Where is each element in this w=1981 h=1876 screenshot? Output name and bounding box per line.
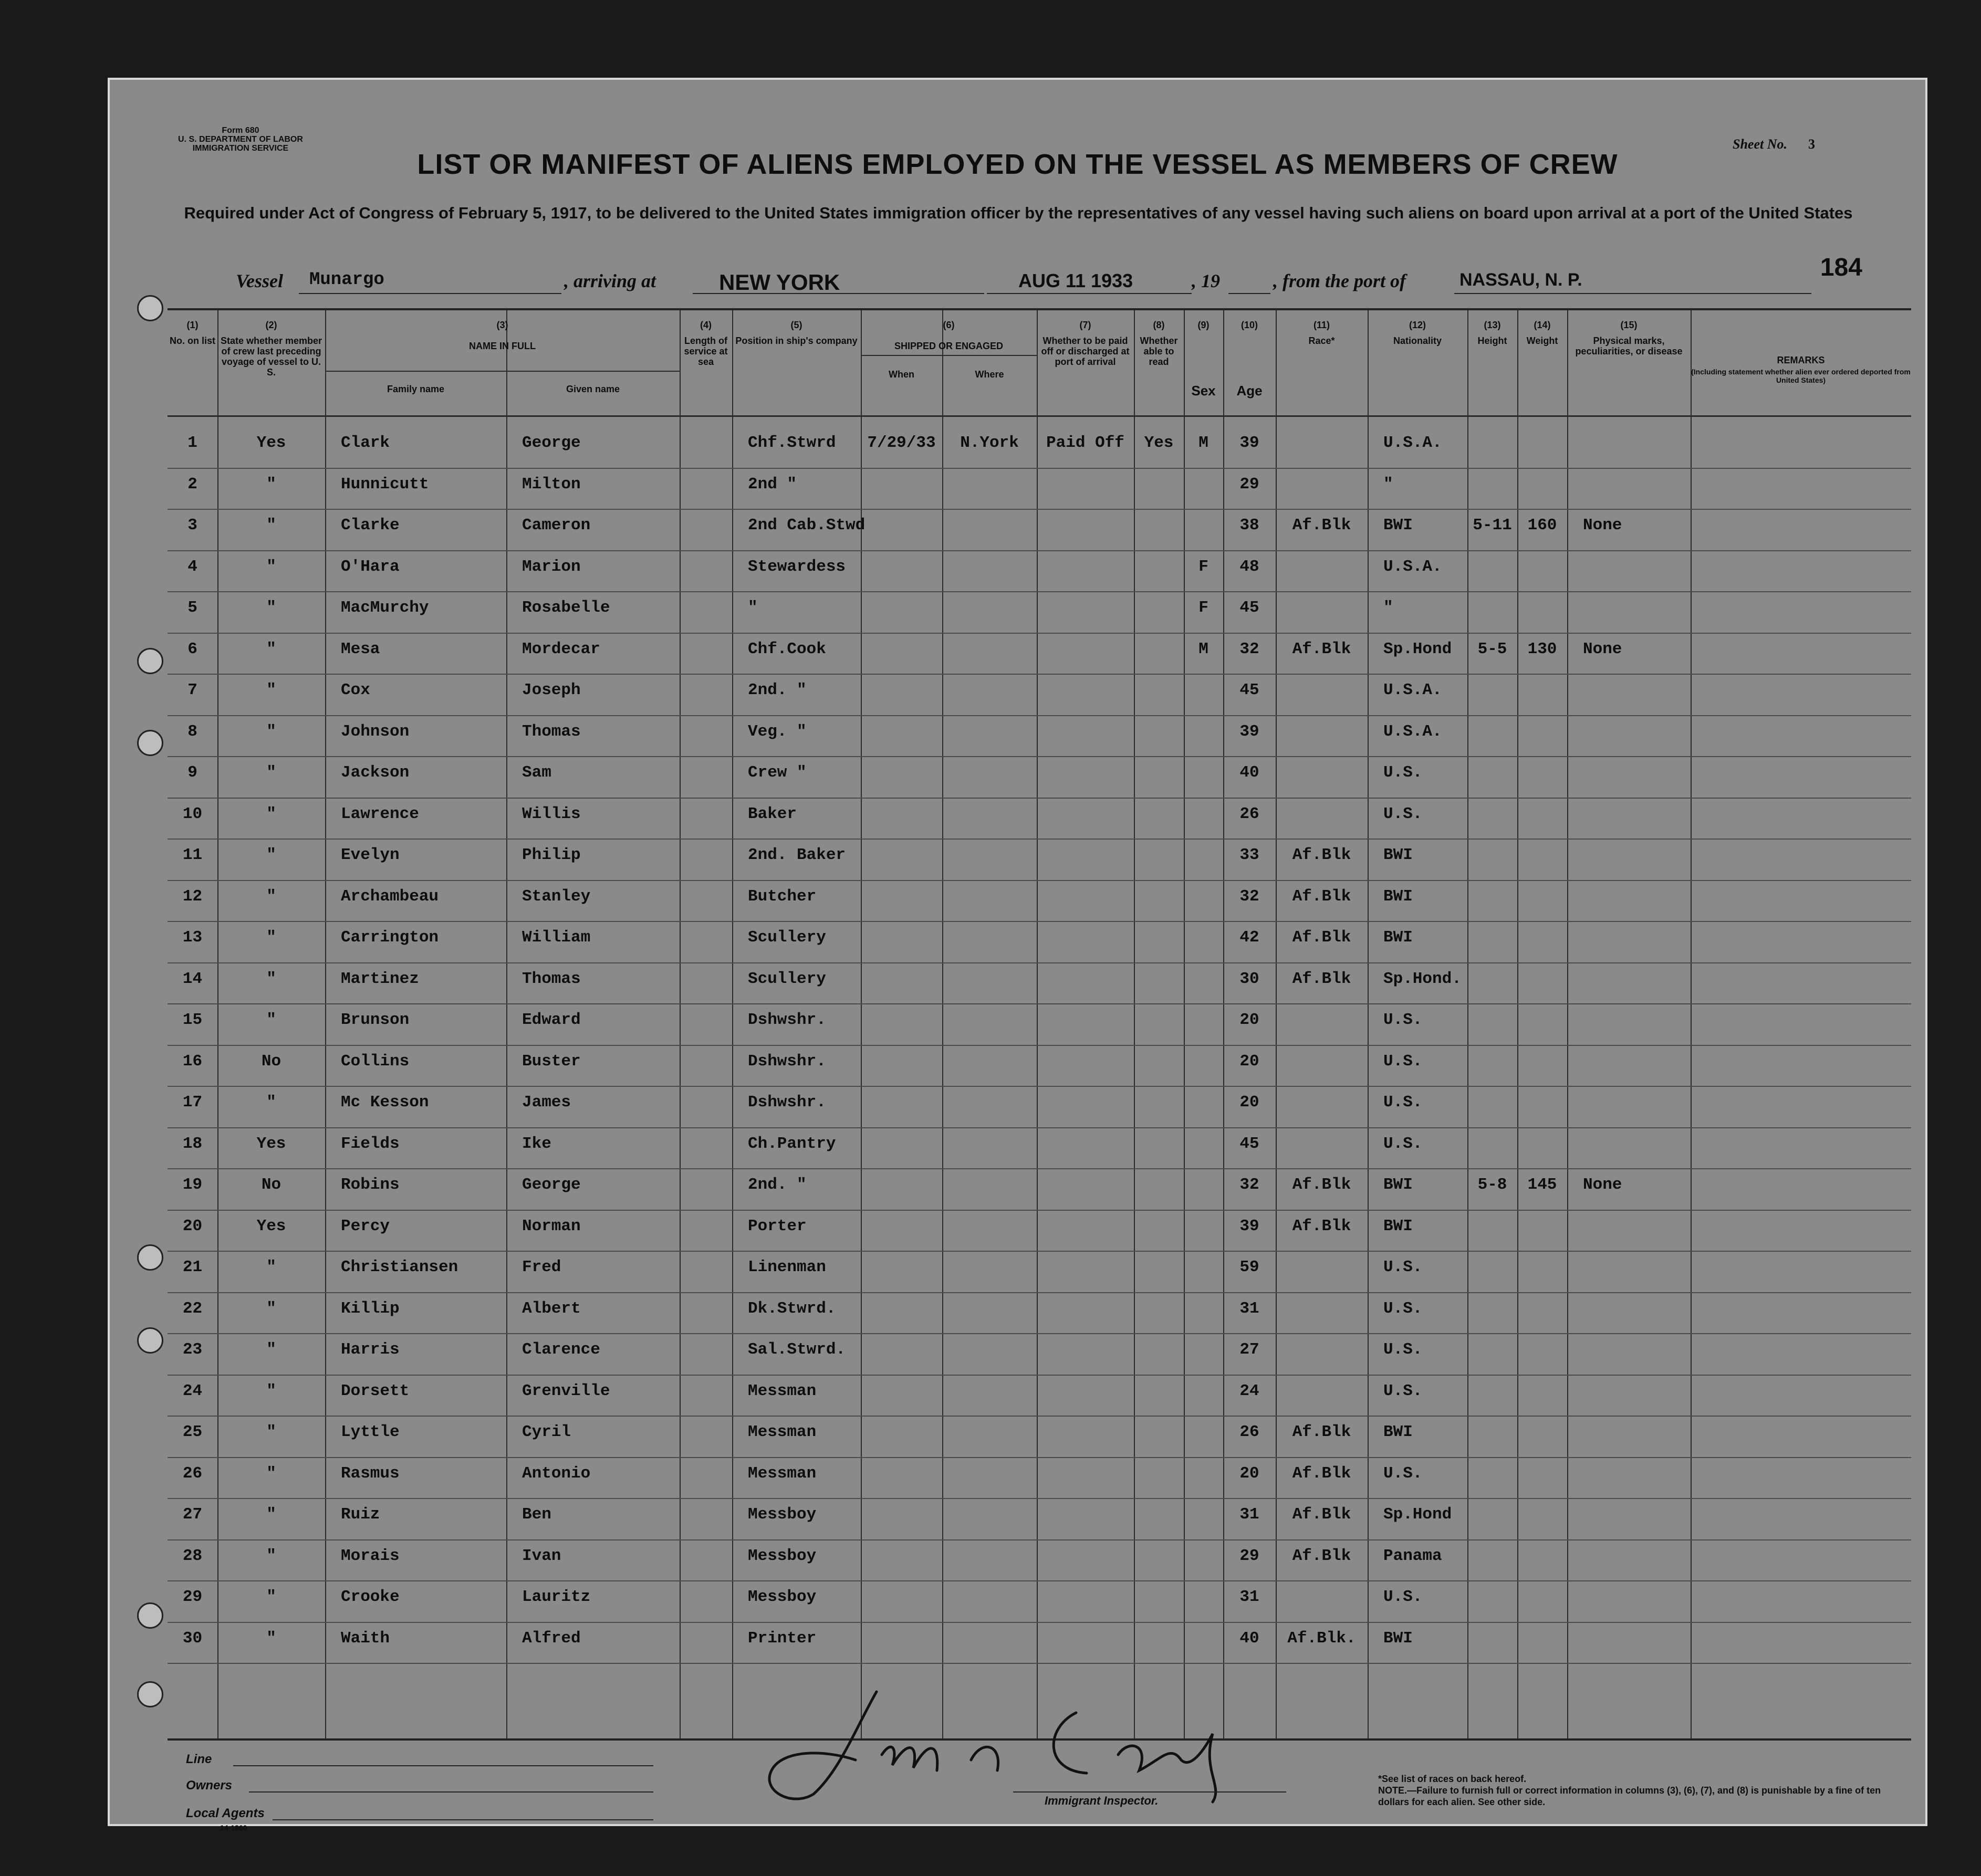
- cell-given: Norman: [522, 1217, 581, 1235]
- cell-family: Lawrence: [341, 804, 419, 823]
- cell-prev: ": [266, 928, 276, 947]
- cell-position: Messman: [748, 1464, 817, 1483]
- cell-no: 6: [187, 640, 197, 658]
- cell-age: 48: [1239, 557, 1259, 576]
- cell-nat: Sp.Hond: [1383, 640, 1452, 658]
- cell-no: 13: [182, 928, 203, 947]
- cell-age: 24: [1239, 1381, 1259, 1400]
- col-header-name: (3) NAME IN FULL: [469, 320, 536, 351]
- cell-age: 32: [1239, 640, 1259, 658]
- binder-hole: [137, 1681, 163, 1707]
- cell-given: James: [522, 1093, 571, 1112]
- cell-nat: U.S.: [1383, 1258, 1423, 1276]
- cell-race: Af.Blk.: [1287, 1629, 1356, 1648]
- requirement-text: Required under Act of Congress of February 5, 1917, to be delivered to the United States immigration officer by the representatives of any vessel having such aliens on board upon arrival at a port of the United States: [184, 204, 1853, 222]
- cell-nat: BWI: [1383, 1176, 1413, 1194]
- cell-given: Edward: [522, 1011, 581, 1029]
- cell-no: 20: [182, 1217, 203, 1235]
- cell-nat: BWI: [1383, 1629, 1413, 1648]
- cell-prev: ": [266, 1505, 276, 1524]
- cell-given: Thomas: [522, 722, 581, 741]
- binder-hole: [137, 295, 163, 321]
- cell-nat: U.S.: [1383, 1011, 1423, 1029]
- cell-no: 17: [182, 1093, 203, 1112]
- cell-no: 30: [182, 1629, 203, 1648]
- cell-nat: U.S.A.: [1383, 557, 1442, 576]
- cell-no: 4: [187, 557, 197, 576]
- cell-no: 12: [182, 887, 203, 906]
- cell-age: 27: [1239, 1340, 1259, 1359]
- cell-no: 8: [187, 722, 197, 741]
- col-header-given: Given name: [566, 384, 620, 394]
- binder-hole: [137, 648, 163, 674]
- cell-race: Af.Blk: [1292, 969, 1351, 988]
- col-header-paid-off: (7) Whether to be paid off or discharged at port of arrival: [1041, 320, 1130, 367]
- agents-code: 14-1860: [220, 1823, 247, 1832]
- cell-no: 10: [182, 804, 203, 823]
- cell-family: Mc Kesson: [341, 1093, 429, 1112]
- cell-given: Lauritz: [522, 1588, 591, 1606]
- cell-family: Fields: [341, 1134, 400, 1153]
- cell-prev: ": [266, 475, 276, 494]
- crew-table: [168, 308, 1911, 1741]
- cell-position: Veg. ": [748, 722, 807, 741]
- col-header-position: (5) Position in ship's company: [735, 320, 858, 346]
- col-header-shipped: (6) SHIPPED OR ENGAGED: [894, 320, 1004, 351]
- cell-prev: ": [266, 763, 276, 782]
- cell-family: Johnson: [341, 722, 410, 741]
- cell-prev: ": [266, 1629, 276, 1648]
- cell-family: Christiansen: [341, 1258, 458, 1276]
- cell-prev: ": [266, 640, 276, 658]
- cell-nat: U.S.: [1383, 763, 1423, 782]
- cell-position: 2nd ": [748, 475, 797, 494]
- cell-given: Philip: [522, 846, 581, 864]
- cell-no: 14: [182, 969, 203, 988]
- cell-nat: BWI: [1383, 928, 1413, 947]
- col-header-marks: (15) Physical marks, peculiarities, or disease: [1575, 320, 1683, 357]
- binder-hole: [137, 1602, 163, 1629]
- col-header-no: (1) No. on list: [170, 320, 215, 346]
- cell-nat: ": [1383, 599, 1393, 617]
- cell-nat: U.S.: [1383, 1299, 1423, 1318]
- cell-family: Robins: [341, 1176, 400, 1194]
- cell-no: 29: [182, 1588, 203, 1606]
- cell-age: 31: [1239, 1299, 1259, 1318]
- cell-position: 2nd. ": [748, 681, 807, 699]
- cell-age: 39: [1239, 722, 1259, 741]
- cell-position: Butcher: [748, 887, 817, 906]
- cell-prev: Yes: [256, 1134, 286, 1153]
- cell-position: 2nd. ": [748, 1176, 807, 1194]
- cell-given: Alfred: [522, 1629, 581, 1648]
- cell-position: Linenman: [748, 1258, 826, 1276]
- cell-age: 32: [1239, 1176, 1259, 1194]
- cell-family: Martinez: [341, 969, 419, 988]
- cell-paid: Paid Off: [1046, 434, 1124, 452]
- cell-family: Rasmus: [341, 1464, 400, 1483]
- cell-age: 45: [1239, 1134, 1259, 1153]
- service: IMMIGRATION SERVICE: [192, 144, 289, 153]
- cell-position: Dshwshr.: [748, 1011, 826, 1029]
- cell-nat: BWI: [1383, 1423, 1413, 1441]
- cell-age: 20: [1239, 1052, 1259, 1071]
- cell-no: 5: [187, 599, 197, 617]
- cell-nat: ": [1383, 475, 1393, 494]
- cell-given: Cameron: [522, 516, 591, 534]
- col-header-when: When: [889, 369, 914, 380]
- cell-age: 39: [1239, 1217, 1259, 1235]
- cell-family: Jackson: [341, 763, 410, 782]
- cell-nat: U.S.: [1383, 1134, 1423, 1153]
- cell-sex: F: [1198, 599, 1208, 617]
- cell-family: Cox: [341, 681, 370, 699]
- col-header-remarks: REMARKS (Including statement whether alien ever ordered deported from United States): [1691, 355, 1911, 384]
- cell-weight: 130: [1527, 640, 1557, 658]
- cell-age: 39: [1239, 434, 1259, 452]
- cell-marks: None: [1583, 1176, 1622, 1194]
- cell-position: ": [748, 599, 758, 617]
- cell-no: 7: [187, 681, 197, 699]
- cell-age: 26: [1239, 804, 1259, 823]
- cell-nat: BWI: [1383, 846, 1413, 864]
- cell-age: 32: [1239, 887, 1259, 906]
- cell-position: Messman: [748, 1423, 817, 1441]
- line-label: Line: [186, 1752, 212, 1766]
- cell-given: Fred: [522, 1258, 561, 1276]
- cell-race: Af.Blk: [1292, 516, 1351, 534]
- department: U. S. DEPARTMENT OF LABOR: [178, 135, 303, 144]
- cell-age: 29: [1239, 475, 1259, 494]
- cell-family: Archambeau: [341, 887, 439, 906]
- cell-prev: ": [266, 722, 276, 741]
- agents-label: Local Agents: [186, 1806, 265, 1820]
- col-header-sex: (9) Sex: [1191, 320, 1216, 399]
- cell-marks: None: [1583, 516, 1622, 534]
- cell-prev: ": [266, 1588, 276, 1606]
- cell-prev: No: [261, 1052, 281, 1071]
- cell-height: 5-8: [1477, 1176, 1507, 1194]
- col-header-nationality: (12) Nationality: [1393, 320, 1442, 346]
- cell-age: 40: [1239, 763, 1259, 782]
- cell-given: Joseph: [522, 681, 581, 699]
- cell-no: 18: [182, 1134, 203, 1153]
- cell-given: Milton: [522, 475, 581, 494]
- cell-age: 40: [1239, 1629, 1259, 1648]
- cell-position: Dk.Stwrd.: [748, 1299, 836, 1318]
- col-header-where: Where: [975, 369, 1004, 380]
- cell-position: Crew ": [748, 763, 807, 782]
- cell-family: Ruiz: [341, 1505, 380, 1524]
- cell-no: 15: [182, 1011, 203, 1029]
- cell-no: 16: [182, 1052, 203, 1071]
- cell-position: Messboy: [748, 1588, 817, 1606]
- cell-given: Willis: [522, 804, 581, 823]
- cell-position: Chf.Cook: [748, 640, 826, 658]
- cell-prev: ": [266, 1423, 276, 1441]
- cell-position: Messman: [748, 1381, 817, 1400]
- cell-nat: U.S.A.: [1383, 681, 1442, 699]
- cell-no: 25: [182, 1423, 203, 1441]
- cell-position: Baker: [748, 804, 797, 823]
- cell-age: 42: [1239, 928, 1259, 947]
- cell-nat: BWI: [1383, 887, 1413, 906]
- cell-position: Messboy: [748, 1505, 817, 1524]
- cell-position: Chf.Stwrd: [748, 434, 836, 452]
- cell-given: Stanley: [522, 887, 591, 906]
- cell-given: Ike: [522, 1134, 551, 1153]
- cell-position: Dshwshr.: [748, 1093, 826, 1112]
- cell-no: 21: [182, 1258, 203, 1276]
- cell-height: 5-11: [1473, 516, 1512, 534]
- cell-given: George: [522, 434, 581, 452]
- penalty-note: NOTE.—Failure to furnish full or correct information in columns (3), (6), (7), and (8) is punishable by a fine of ten dollars for each alien. See other side.: [1378, 1785, 1881, 1807]
- cell-race: Af.Blk: [1292, 1217, 1351, 1235]
- cell-prev: ": [266, 599, 276, 617]
- cell-prev: Yes: [256, 434, 286, 452]
- arrival-date: AUG 11 1933: [987, 270, 1192, 294]
- col-header-prev-voyage: (2) State whether member of crew last preceding voyage of vessel to U. S.: [220, 320, 322, 378]
- cell-age: 30: [1239, 969, 1259, 988]
- page-number: 184: [1820, 254, 1862, 281]
- cell-family: MacMurchy: [341, 599, 429, 617]
- cell-nat: U.S.A.: [1383, 434, 1442, 452]
- cell-given: Marion: [522, 557, 581, 576]
- cell-when: 7/29/33: [867, 434, 936, 452]
- cell-family: Collins: [341, 1052, 410, 1071]
- cell-given: Thomas: [522, 969, 581, 988]
- cell-marks: None: [1583, 640, 1622, 658]
- page-title: LIST OR MANIFEST OF ALIENS EMPLOYED ON THE VESSEL AS MEMBERS OF CREW: [417, 149, 1618, 180]
- cell-prev: No: [261, 1176, 281, 1194]
- cell-where: N.York: [960, 434, 1019, 452]
- cell-family: Dorsett: [341, 1381, 410, 1400]
- cell-prev: ": [266, 887, 276, 906]
- cell-age: 26: [1239, 1423, 1259, 1441]
- cell-position: 2nd. Baker: [748, 846, 846, 864]
- cell-no: 2: [187, 475, 197, 494]
- cell-prev: ": [266, 1546, 276, 1565]
- cell-prev: Yes: [256, 1217, 286, 1235]
- cell-nat: Panama: [1383, 1546, 1442, 1565]
- cell-no: 27: [182, 1505, 203, 1524]
- cell-nat: U.S.: [1383, 1381, 1423, 1400]
- cell-race: Af.Blk: [1292, 928, 1351, 947]
- cell-no: 3: [187, 516, 197, 534]
- cell-family: Clarke: [341, 516, 400, 534]
- cell-position: Scullery: [748, 969, 826, 988]
- cell-weight: 160: [1527, 516, 1557, 534]
- cell-race: Af.Blk: [1292, 1464, 1351, 1483]
- binder-hole: [137, 1327, 163, 1354]
- cell-prev: ": [266, 1093, 276, 1112]
- cell-prev: ": [266, 1340, 276, 1359]
- cell-no: 11: [182, 846, 203, 864]
- binder-hole: [137, 730, 163, 756]
- cell-age: 20: [1239, 1011, 1259, 1029]
- cell-prev: ": [266, 1299, 276, 1318]
- cell-prev: ": [266, 1464, 276, 1483]
- cell-age: 33: [1239, 846, 1259, 864]
- cell-given: Cyril: [522, 1423, 571, 1441]
- cell-nat: BWI: [1383, 1217, 1413, 1235]
- cell-nat: Sp.Hond.: [1383, 969, 1462, 988]
- cell-family: Hunnicutt: [341, 475, 429, 494]
- cell-race: Af.Blk: [1292, 1505, 1351, 1524]
- cell-age: 59: [1239, 1258, 1259, 1276]
- manifest-sheet: [108, 78, 1927, 1832]
- cell-nat: U.S.: [1383, 1052, 1423, 1071]
- col-header-weight: (14) Weight: [1526, 320, 1558, 346]
- cell-position: Ch.Pantry: [748, 1134, 836, 1153]
- cell-family: Percy: [341, 1217, 390, 1235]
- cell-position: Printer: [748, 1629, 817, 1648]
- inspector-signature: [750, 1681, 1328, 1807]
- cell-given: Rosabelle: [522, 599, 610, 617]
- cell-family: Evelyn: [341, 846, 400, 864]
- cell-race: Af.Blk: [1292, 846, 1351, 864]
- cell-family: Mesa: [341, 640, 380, 658]
- cell-given: George: [522, 1176, 581, 1194]
- cell-age: 31: [1239, 1588, 1259, 1606]
- col-header-race: (11) Race*: [1308, 320, 1335, 346]
- cell-prev: ": [266, 846, 276, 864]
- cell-family: Brunson: [341, 1011, 410, 1029]
- cell-nat: U.S.: [1383, 804, 1423, 823]
- cell-prev: ": [266, 516, 276, 534]
- cell-prev: ": [266, 557, 276, 576]
- cell-age: 20: [1239, 1464, 1259, 1483]
- cell-height: 5-5: [1477, 640, 1507, 658]
- cell-age: 31: [1239, 1505, 1259, 1524]
- cell-position: Porter: [748, 1217, 807, 1235]
- cell-given: Sam: [522, 763, 551, 782]
- cell-weight: 145: [1527, 1176, 1557, 1194]
- departure-port: NASSAU, N. P.: [1454, 270, 1811, 294]
- arrival-port: NEW YORK: [693, 270, 984, 294]
- vessel-name: Munargo: [299, 270, 561, 294]
- cell-no: 24: [182, 1381, 203, 1400]
- col-header-age: (10) Age: [1236, 320, 1263, 399]
- cell-nat: U.S.: [1383, 1340, 1423, 1359]
- cell-position: 2nd Cab.Stwd: [748, 516, 866, 534]
- cell-nat: Sp.Hond: [1383, 1505, 1452, 1524]
- form-number: Form 680: [222, 126, 259, 135]
- cell-age: 45: [1239, 599, 1259, 617]
- cell-prev: ": [266, 681, 276, 699]
- cell-given: William: [522, 928, 591, 947]
- cell-position: Messboy: [748, 1546, 817, 1565]
- inspector-label: Immigrant Inspector.: [1045, 1794, 1159, 1807]
- cell-family: Lyttle: [341, 1423, 400, 1441]
- cell-nat: U.S.: [1383, 1093, 1423, 1112]
- cell-sex: M: [1198, 640, 1208, 658]
- cell-family: Crooke: [341, 1588, 400, 1606]
- cell-nat: BWI: [1383, 516, 1413, 534]
- cell-age: 38: [1239, 516, 1259, 534]
- vessel-line: Vessel Munargo , arriving at NEW YORK AUG 11 1933 , 19 , from the port of NASSAU, N. P.: [236, 268, 1811, 294]
- cell-no: 22: [182, 1299, 203, 1318]
- cell-given: Albert: [522, 1299, 581, 1318]
- cell-given: Clarence: [522, 1340, 600, 1359]
- cell-read: Yes: [1144, 434, 1174, 452]
- cell-family: Carrington: [341, 928, 439, 947]
- col-header-family: Family name: [387, 384, 445, 394]
- cell-race: Af.Blk: [1292, 1546, 1351, 1565]
- cell-sex: F: [1198, 557, 1208, 576]
- cell-no: 9: [187, 763, 197, 782]
- cell-race: Af.Blk: [1292, 887, 1351, 906]
- col-header-service: (4) Length of service at sea: [684, 320, 728, 367]
- owners-label: Owners: [186, 1778, 233, 1793]
- cell-position: Sal.Stwrd.: [748, 1340, 846, 1359]
- cell-no: 26: [182, 1464, 203, 1483]
- cell-age: 45: [1239, 681, 1259, 699]
- cell-nat: U.S.: [1383, 1464, 1423, 1483]
- cell-prev: ": [266, 1258, 276, 1276]
- col-header-height: (13) Height: [1477, 320, 1507, 346]
- cell-race: Af.Blk: [1292, 1176, 1351, 1194]
- cell-given: Mordecar: [522, 640, 600, 658]
- cell-age: 20: [1239, 1093, 1259, 1112]
- footnotes: [1378, 1773, 1903, 1808]
- cell-race: Af.Blk: [1292, 640, 1351, 658]
- cell-given: Antonio: [522, 1464, 591, 1483]
- cell-no: 19: [182, 1176, 203, 1194]
- cell-given: Grenville: [522, 1381, 610, 1400]
- cell-prev: ": [266, 1011, 276, 1029]
- cell-family: Harris: [341, 1340, 400, 1359]
- cell-race: Af.Blk: [1292, 1423, 1351, 1441]
- cell-position: Dshwshr.: [748, 1052, 826, 1071]
- cell-family: Morais: [341, 1546, 400, 1565]
- cell-position: Stewardess: [748, 557, 846, 576]
- races-note: *See list of races on back hereof.: [1378, 1774, 1527, 1784]
- cell-family: Killip: [341, 1299, 400, 1318]
- sheet-number: Sheet No. 3: [1733, 137, 1815, 152]
- cell-no: 1: [187, 434, 197, 452]
- cell-family: Clark: [341, 434, 390, 452]
- cell-sex: M: [1198, 434, 1208, 452]
- cell-given: Ivan: [522, 1546, 561, 1565]
- cell-family: Waith: [341, 1629, 390, 1648]
- cell-prev: ": [266, 804, 276, 823]
- cell-given: Ben: [522, 1505, 551, 1524]
- cell-position: Scullery: [748, 928, 826, 947]
- col-header-read: (8) Whether able to read: [1140, 320, 1178, 367]
- cell-no: 23: [182, 1340, 203, 1359]
- cell-prev: ": [266, 1381, 276, 1400]
- cell-nat: U.S.A.: [1383, 722, 1442, 741]
- cell-prev: ": [266, 969, 276, 988]
- cell-given: Buster: [522, 1052, 581, 1071]
- binder-hole: [137, 1244, 163, 1271]
- cell-family: O'Hara: [341, 557, 400, 576]
- cell-nat: U.S.: [1383, 1588, 1423, 1606]
- cell-no: 28: [182, 1546, 203, 1565]
- cell-age: 29: [1239, 1546, 1259, 1565]
